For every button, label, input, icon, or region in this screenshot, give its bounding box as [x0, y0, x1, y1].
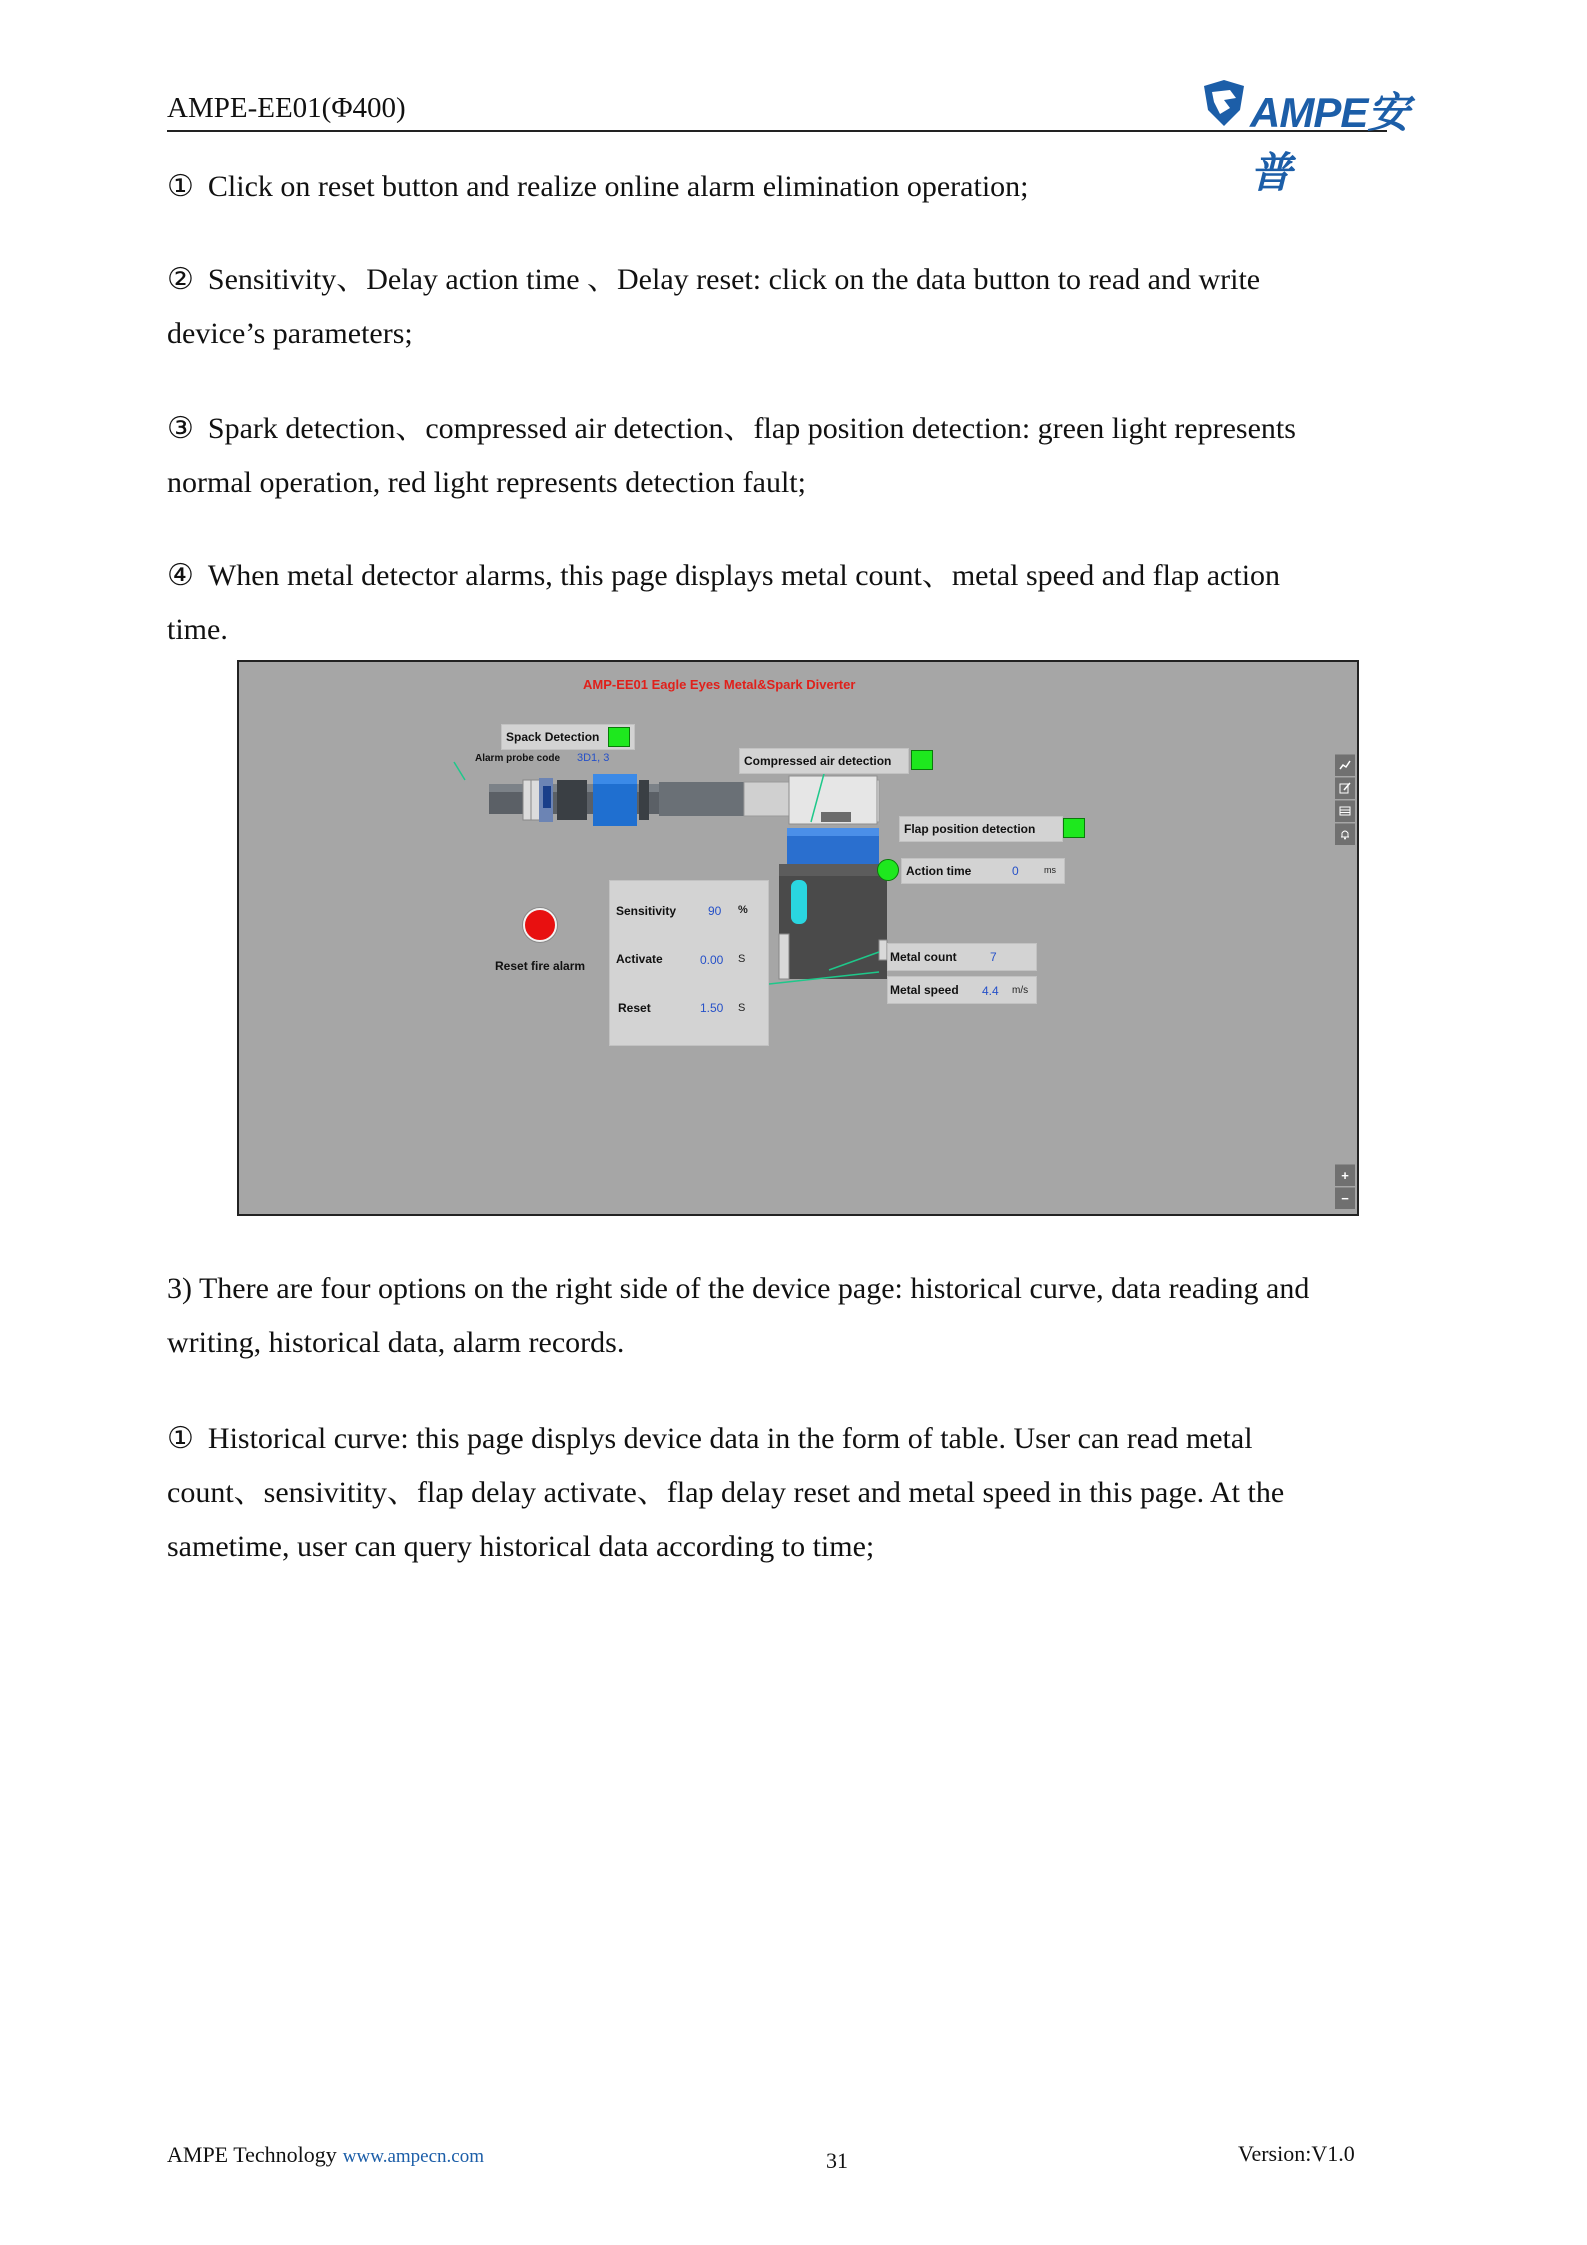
- paragraph-detection-lights: [167, 402, 1417, 510]
- metal-speed-unit: m/s: [1012, 985, 1029, 996]
- list-number: ①: [167, 1422, 194, 1455]
- device-page-screenshot: [237, 660, 1359, 1216]
- metal-count-label: Metal count: [890, 950, 957, 964]
- spark-detection-indicator: [608, 727, 630, 747]
- paragraph-line: time.: [167, 613, 228, 646]
- sensitivity-unit: %: [738, 904, 748, 916]
- zoom-out-button[interactable]: −: [1335, 1187, 1355, 1209]
- paragraph-line: When metal detector alarms, this page displays metal count、metal speed and flap action: [207, 559, 1281, 592]
- flap-position-indicator: [1063, 818, 1085, 838]
- page-number: 31: [826, 2148, 848, 2173]
- reset-value[interactable]: 1.50: [700, 1001, 724, 1015]
- alarm-probe-code-value: 3D1, 3: [577, 752, 610, 764]
- chart-icon: [1339, 759, 1351, 771]
- compressed-air-indicator: [911, 750, 933, 770]
- diverter-illustration: [239, 662, 1357, 1214]
- sensitivity-label: Sensitivity: [616, 904, 677, 918]
- paragraph-reset-button: [167, 160, 1417, 214]
- paragraph-four-options: [167, 1262, 1417, 1370]
- document-header-title: AMPE-EE01(Φ400): [167, 92, 406, 124]
- footer-url[interactable]: www.ampecn.com: [342, 2146, 485, 2167]
- metal-speed-value: 4.4: [982, 984, 999, 998]
- paragraph-line: count、sensivitity、flap delay activate、flap delay reset and metal speed in this page. At the: [167, 1476, 1285, 1509]
- metal-count-panel: [887, 943, 1037, 971]
- activate-unit: S: [738, 953, 746, 965]
- metal-speed-label: Metal speed: [890, 983, 959, 997]
- spark-detection-panel: [501, 724, 635, 750]
- company-logo: [1200, 78, 1430, 196]
- spark-detection-label: Spack Detection: [506, 730, 600, 744]
- list-number: ③: [167, 412, 194, 445]
- paragraph-text: Click on reset button and realize online alarm elimination operation;: [207, 170, 1029, 203]
- paragraph-line: device’s parameters;: [167, 317, 413, 350]
- logo-text: AMPE安普: [1250, 89, 1409, 196]
- alarm-probe-code-label: Alarm probe code: [475, 753, 561, 764]
- action-time-label: Action time: [906, 864, 972, 878]
- paragraph-line: 3) There are four options on the right side of the device page: historical curve, data reading and: [167, 1272, 1310, 1305]
- flap-position-panel: [899, 816, 1063, 842]
- reset-label: Reset: [618, 1001, 651, 1015]
- footer-company: [167, 2142, 484, 2168]
- footer-company-name: AMPE Technology: [167, 2142, 337, 2167]
- reset-unit: S: [738, 1002, 746, 1014]
- paragraph-line: normal operation, red light represents detection fault;: [167, 466, 806, 499]
- paragraph-line: sametime, user can query historical data according to time;: [167, 1530, 875, 1563]
- alarm-records-button[interactable]: [1335, 823, 1355, 845]
- zoom-in-button[interactable]: +: [1335, 1164, 1355, 1186]
- action-time-value: 0: [1012, 864, 1019, 878]
- eagle-logo-icon: [1200, 78, 1248, 128]
- metal-speed-panel: [887, 976, 1037, 1004]
- reset-fire-alarm-button[interactable]: [523, 908, 557, 942]
- paragraph-line: Historical curve: this page displys device data in the form of table. User can read metal: [207, 1422, 1253, 1455]
- paragraph-line: writing, historical data, alarm records.: [167, 1326, 625, 1359]
- footer-version: Version:V1.0: [1238, 2141, 1355, 2166]
- action-time-panel: [901, 858, 1065, 884]
- paragraph-line: Spark detection、compressed air detection、flap position detection: green light represents: [207, 412, 1296, 445]
- compressed-air-panel: [739, 748, 909, 774]
- historical-curve-button[interactable]: [1335, 754, 1355, 776]
- action-time-unit: ms: [1044, 865, 1056, 875]
- table-icon: [1339, 805, 1351, 817]
- metal-count-value: 7: [990, 950, 997, 964]
- list-number: ②: [167, 263, 194, 296]
- compressed-air-label: Compressed air detection: [744, 754, 892, 768]
- flap-position-label: Flap position detection: [904, 822, 1036, 836]
- paragraph-metal-alarm: [167, 549, 1417, 657]
- activate-label: Activate: [616, 952, 663, 966]
- sensitivity-value[interactable]: 90: [708, 904, 722, 918]
- paragraph-historical-curve: [167, 1412, 1417, 1574]
- parameter-panel: [609, 880, 769, 1046]
- bell-icon: [1339, 828, 1351, 840]
- action-time-indicator: [877, 859, 899, 881]
- reset-fire-alarm-label: Reset fire alarm: [495, 959, 586, 973]
- edit-icon: [1339, 782, 1351, 794]
- activate-value[interactable]: 0.00: [700, 953, 724, 967]
- historical-data-button[interactable]: [1335, 800, 1355, 822]
- paragraph-sensitivity: [167, 253, 1417, 361]
- device-page-title: AMP-EE01 Eagle Eyes Metal&Spark Diverter: [583, 677, 856, 692]
- list-number: ①: [167, 170, 194, 203]
- data-read-write-button[interactable]: [1335, 777, 1355, 799]
- list-number: ④: [167, 559, 194, 592]
- paragraph-line: Sensitivity、Delay action time 、Delay reset: click on the data button to read and write: [207, 263, 1261, 296]
